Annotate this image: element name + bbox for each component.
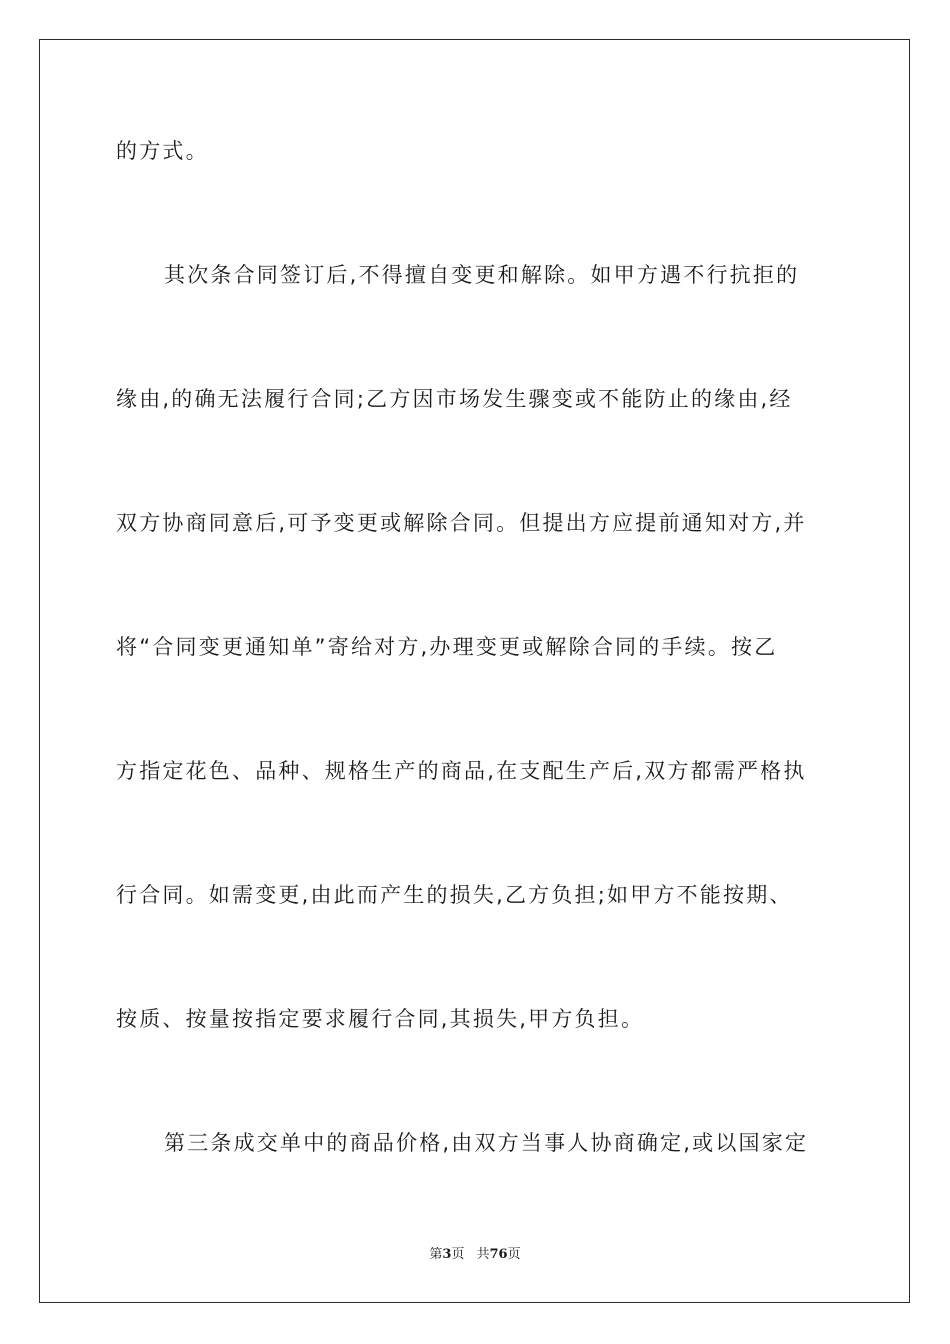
body-line-4: 双方协商同意后,可予变更或解除合同。但提出方应提前通知对方,并 xyxy=(116,511,807,535)
body-line-2: 其次条合同签订后,不得擅自变更和解除。如甲方遇不行抗拒的 xyxy=(164,263,800,287)
body-line-3: 缘由,的确无法履行合同;乙方因市场发生骤变或不能防止的缘由,经 xyxy=(116,387,793,411)
footer-page-prefix: 第 xyxy=(429,1247,443,1262)
page-footer xyxy=(0,1247,950,1263)
footer-total-suffix: 页 xyxy=(507,1247,521,1262)
footer-total-prefix: 共 xyxy=(476,1247,490,1262)
footer-page-total: 76 xyxy=(489,1247,508,1262)
body-line-5: 将“合同变更通知单”寄给对方,办理变更或解除合同的手续。按乙 xyxy=(116,635,778,659)
body-line-8: 按质、按量按指定要求履行合同,其损失,甲方负担。 xyxy=(116,1007,645,1031)
footer-page-suffix: 页 xyxy=(451,1247,465,1262)
body-line-7: 行合同。如需变更,由此而产生的损失,乙方负担;如甲方不能按期、 xyxy=(116,883,793,907)
body-line-9: 第三条成交单中的商品价格,由双方当事人协商确定,或以国家定 xyxy=(164,1131,809,1155)
body-line-6: 方指定花色、品种、规格生产的商品,在支配生产后,双方都需严格执 xyxy=(116,759,807,783)
body-line-1: 的方式。 xyxy=(116,139,209,163)
footer-page-current: 3 xyxy=(442,1247,452,1262)
page-border xyxy=(39,39,910,1303)
